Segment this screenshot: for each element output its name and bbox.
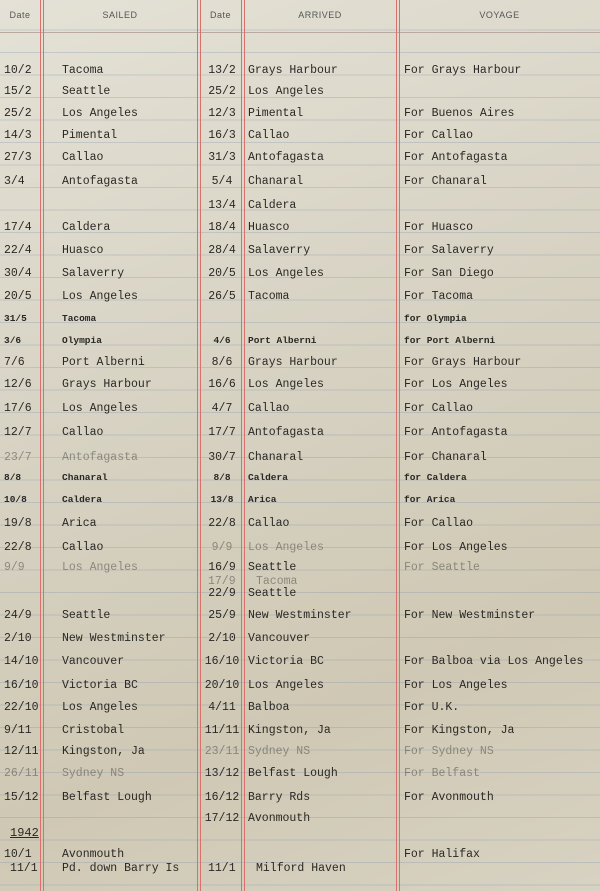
sailed-port: Avonmouth: [62, 848, 125, 861]
sailed-port: Los Angeles: [62, 402, 138, 415]
sailed-date: 12/7: [4, 426, 32, 439]
header-voyage: VOYAGE: [479, 10, 520, 20]
voyage-text: For Huasco: [404, 221, 474, 234]
sailed-date: 14/10: [4, 655, 39, 668]
sailed-port: Olympia: [62, 335, 102, 346]
sailed-port: Callao: [62, 541, 104, 554]
ledger-row: [0, 267, 600, 287]
voyage-text: For Halifax: [404, 848, 480, 861]
voyage-text: For Belfast: [404, 767, 480, 780]
arrived-port: Callao: [248, 129, 290, 142]
arrived-date: 4/11: [208, 701, 236, 714]
sailed-date: 3/6: [4, 335, 22, 346]
ledger-row: [0, 378, 600, 398]
arrived-date: 16/6: [208, 378, 236, 391]
ledger-row: [0, 290, 600, 310]
voyage-text: For Grays Harbour: [404, 64, 522, 77]
arrived-date: 16/12: [204, 791, 240, 804]
ledger-row: [0, 151, 600, 171]
arrived-date-secondary: 17/9: [208, 575, 236, 588]
arrived-date: 26/5: [208, 290, 236, 303]
arrived-date: 23/11: [204, 745, 240, 758]
sailed-date: 25/2: [4, 107, 32, 120]
arrived-date: 13/2: [208, 64, 236, 77]
voyage-text: For Chanaral: [404, 175, 487, 188]
voyage-text: For Buenos Aires: [404, 107, 515, 120]
sailed-date: 10/8: [4, 494, 27, 505]
sailed-port: New Westminster: [62, 632, 166, 645]
arrived-port: Los Angeles: [248, 267, 324, 280]
voyage-text: for Olympia: [404, 313, 467, 324]
ledger-row: [0, 199, 600, 219]
arrived-port: Barry Rds: [248, 791, 311, 804]
sailed-date: 16/10: [4, 679, 39, 692]
arrived-port: Antofagasta: [248, 426, 324, 439]
voyage-text: For Los Angeles: [404, 679, 508, 692]
ledger-row: [0, 679, 600, 699]
arrived-date: 22/9: [208, 587, 236, 600]
arrived-port: New Westminster: [248, 609, 352, 622]
voyage-text: For Grays Harbour: [404, 356, 522, 369]
voyage-text: For Los Angeles: [404, 378, 508, 391]
arrived-date: 16/10: [204, 655, 240, 668]
ledger-row: [0, 517, 600, 537]
sailed-date: 26/11: [4, 767, 39, 780]
arrived-port: Grays Harbour: [248, 64, 338, 77]
sailed-port: Los Angeles: [62, 701, 138, 714]
sailed-port: Sydney NS: [62, 767, 125, 780]
sailed-port: Caldera: [62, 221, 111, 234]
ledger-row: [0, 724, 600, 744]
arrived-date: 30/7: [208, 451, 236, 464]
voyage-text: for Port Alberni: [404, 335, 496, 346]
ledger-row: [0, 655, 600, 675]
header-sailed: SAILED: [102, 10, 138, 20]
sailed-port: Antofagasta: [62, 175, 138, 188]
voyage-text: For Chanaral: [404, 451, 487, 464]
arrived-date: 13/4: [208, 199, 236, 212]
arrived-port: Los Angeles: [248, 85, 324, 98]
sailed-port: Pimental: [62, 129, 118, 142]
voyage-text: For Kingston, Ja: [404, 724, 515, 737]
arrived-port: Los Angeles: [248, 541, 324, 554]
arrived-port: Callao: [248, 402, 290, 415]
arrived-port: Antofagasta: [248, 151, 324, 164]
arrived-port: Caldera: [248, 472, 288, 483]
arrived-port: Sydney NS: [248, 745, 311, 758]
arrived-date: 13/12: [204, 767, 240, 780]
sailed-date: 22/10: [4, 701, 39, 714]
sailed-date: 27/3: [4, 151, 32, 164]
ledger-row: [0, 356, 600, 376]
ledger-row: [0, 244, 600, 264]
ledger-row: [0, 451, 600, 471]
year-note: 1942: [10, 826, 39, 840]
voyage-text: For Sydney NS: [404, 745, 494, 758]
voyage-text: For Salaverry: [404, 244, 494, 257]
ledger-row: [0, 632, 600, 652]
sailed-port: Kingston, Ja: [62, 745, 145, 758]
arrived-port: Belfast Lough: [248, 767, 338, 780]
sailed-date: 31/5: [4, 313, 27, 324]
sailed-date: 17/6: [4, 402, 32, 415]
sailed-port: Victoria BC: [62, 679, 138, 692]
ledger-row: [0, 745, 600, 765]
ledger-row: [0, 426, 600, 446]
sailed-date: 12/6: [4, 378, 32, 391]
arrived-port: Victoria BC: [248, 655, 324, 668]
sailed-date: 15/2: [4, 85, 32, 98]
arrived-port-secondary: Milford Haven: [256, 862, 346, 875]
ledger-row: [0, 471, 600, 491]
sailed-date: 19/8: [4, 517, 32, 530]
arrived-port-secondary: Tacoma: [256, 575, 298, 588]
arrived-date: 11/11: [204, 724, 240, 737]
ledger-row: [0, 791, 600, 811]
arrived-date: 16/9: [208, 561, 236, 574]
sailed-date: 10/2: [4, 64, 32, 77]
ledger-row: [0, 312, 600, 332]
arrived-date: 20/5: [208, 267, 236, 280]
arrived-port: Kingston, Ja: [248, 724, 331, 737]
arrived-port: Pimental: [248, 107, 304, 120]
arrived-date: 25/2: [208, 85, 236, 98]
sailed-date: 24/9: [4, 609, 32, 622]
arrived-port: Los Angeles: [248, 378, 324, 391]
voyage-text: for Arica: [404, 494, 456, 505]
arrived-port: Avonmouth: [248, 812, 311, 825]
sailed-date: 12/11: [4, 745, 39, 758]
ledger-row: [0, 107, 600, 127]
arrived-date: 22/8: [208, 517, 236, 530]
ledger-row: [0, 64, 600, 84]
arrived-date: 4/7: [211, 402, 233, 415]
voyage-text: For Callao: [404, 129, 474, 142]
arrived-port: Los Angeles: [248, 679, 324, 692]
ledger-row: [0, 701, 600, 721]
arrived-date: 16/3: [208, 129, 236, 142]
voyage-text: For Los Angeles: [404, 541, 508, 554]
arrived-date: 31/3: [208, 151, 236, 164]
arrived-port: Balboa: [248, 701, 290, 714]
sailed-date: 2/10: [4, 632, 32, 645]
sailed-date: 3/4: [4, 175, 25, 188]
arrived-date: 2/10: [208, 632, 236, 645]
sailed-port: Arica: [62, 517, 97, 530]
arrived-port: Caldera: [248, 199, 297, 212]
voyage-text: For Antofagasta: [404, 426, 508, 439]
voyage-text: For U.K.: [404, 701, 460, 714]
ledger-row: [0, 848, 600, 875]
voyage-text: For Antofagasta: [404, 151, 508, 164]
arrived-port: Chanaral: [248, 451, 304, 464]
sailed-port: Belfast Lough: [62, 791, 152, 804]
voyage-text: For Callao: [404, 517, 474, 530]
arrived-port: Arica: [248, 494, 277, 505]
arrived-port: Callao: [248, 517, 290, 530]
arrived-port: Seattle: [248, 587, 297, 600]
arrived-port: Salaverry: [248, 244, 311, 257]
sailed-port: Los Angeles: [62, 290, 138, 303]
ledger-row: [0, 767, 600, 787]
arrived-date: 4/6: [213, 335, 231, 346]
sailed-date: 22/4: [4, 244, 32, 257]
sailed-date-secondary: 11/1: [10, 862, 38, 875]
arrived-date: 8/6: [211, 356, 233, 369]
sailed-port: Los Angeles: [62, 107, 138, 120]
ledger-row: [0, 85, 600, 105]
ledger-row: [0, 541, 600, 561]
sailed-port: Salaverry: [62, 267, 125, 280]
sailed-port-secondary: Pd. down Barry Is: [62, 862, 180, 875]
voyage-text: For Seattle: [404, 561, 480, 574]
sailed-date: 8/8: [4, 472, 22, 483]
ledger-row: [0, 609, 600, 629]
arrived-port: Vancouver: [248, 632, 311, 645]
sailed-date: 15/12: [4, 791, 39, 804]
ledger-row: [0, 175, 600, 195]
sailed-port: Seattle: [62, 85, 111, 98]
arrived-date-secondary: 11/1: [208, 862, 236, 875]
sailed-date: 23/7: [4, 451, 32, 464]
sailed-port: Vancouver: [62, 655, 125, 668]
arrived-port: Seattle: [248, 561, 297, 574]
sailed-date: 17/4: [4, 221, 32, 234]
arrived-date: 9/9: [211, 541, 233, 554]
ledger-row: [0, 334, 600, 354]
voyage-text: For Avonmouth: [404, 791, 494, 804]
sailed-port: Tacoma: [62, 313, 97, 324]
arrived-date: 25/9: [208, 609, 236, 622]
arrived-date: 17/7: [208, 426, 236, 439]
sailed-port: Chanaral: [62, 472, 108, 483]
arrived-date: 13/8: [210, 494, 234, 505]
sailed-date: 10/1: [4, 848, 32, 861]
sailed-date: 30/4: [4, 267, 32, 280]
sailed-port: Los Angeles: [62, 561, 138, 574]
sailed-port: Seattle: [62, 609, 111, 622]
sailed-port: Caldera: [62, 494, 102, 505]
sailed-port: Tacoma: [62, 64, 104, 77]
header-date-arrived: Date: [209, 10, 231, 20]
voyage-text: For Callao: [404, 402, 474, 415]
sailed-port: Callao: [62, 151, 104, 164]
arrived-date: 28/4: [208, 244, 236, 257]
voyage-text: For San Diego: [404, 267, 494, 280]
arrived-port: Port Alberni: [248, 335, 317, 346]
ledger-row: [0, 561, 600, 588]
header-date-sailed: Date: [9, 10, 31, 20]
sailed-date: 7/6: [4, 356, 25, 369]
sailed-port: Callao: [62, 426, 104, 439]
arrived-date: 5/4: [211, 175, 233, 188]
sailed-date: 9/11: [4, 724, 32, 737]
voyage-text: For New Westminster: [404, 609, 536, 622]
sailed-date: 20/5: [4, 290, 32, 303]
ledger-row: [0, 129, 600, 149]
sailed-date: 9/9: [4, 561, 25, 574]
sailed-date: 22/8: [4, 541, 32, 554]
arrived-date: 8/8: [213, 472, 231, 483]
sailed-port: Cristobal: [62, 724, 125, 737]
sailed-port: Grays Harbour: [62, 378, 152, 391]
ledger-row: [0, 587, 600, 607]
voyage-text: For Balboa via Los Angeles: [404, 655, 584, 668]
sailed-port: Port Alberni: [62, 356, 145, 369]
header-arrived: ARRIVED: [298, 10, 342, 20]
arrived-date: 12/3: [208, 107, 236, 120]
ledger-row: [0, 493, 600, 513]
sailed-date: 14/3: [4, 129, 32, 142]
ledger-row: [0, 812, 600, 832]
voyage-text: for Caldera: [404, 472, 467, 483]
arrived-port: Chanaral: [248, 175, 304, 188]
voyage-text: For Tacoma: [404, 290, 474, 303]
arrived-port: Tacoma: [248, 290, 290, 303]
arrived-date: 20/10: [204, 679, 240, 692]
ledger-row: [0, 221, 600, 241]
sailed-port: Antofagasta: [62, 451, 138, 464]
arrived-port: Huasco: [248, 221, 290, 234]
sailed-port: Huasco: [62, 244, 104, 257]
ledger-row: [0, 402, 600, 422]
arrived-date: 18/4: [208, 221, 236, 234]
arrived-port: Grays Harbour: [248, 356, 338, 369]
arrived-date: 17/12: [204, 812, 240, 825]
